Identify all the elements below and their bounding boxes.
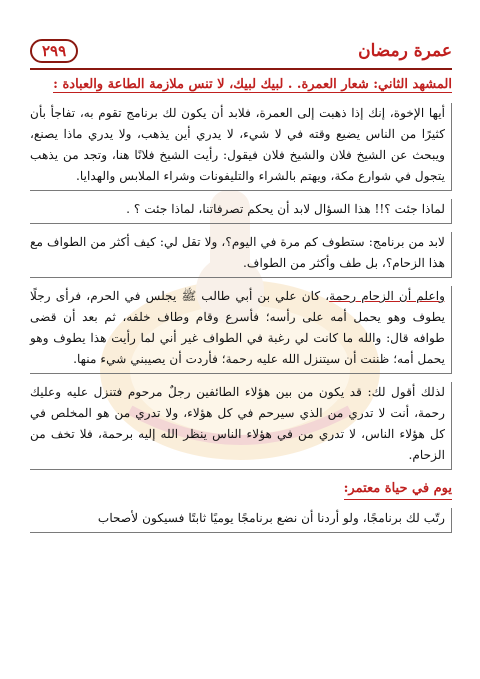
paragraph-text: لابد من برنامج: ستطوف كم مرة في اليوم؟، ولا تقل لي: كيف أكثر من الطواف مع هذا الزحام؟، بل طف وأكثر من الطواف.: [30, 235, 445, 270]
paragraph-text: أيها الإخوة، إنك إذا ذهبت إلى العمرة، فلابد أن يكون لك برنامج تقوم به، تفاجأ بأن كثيرًا من الناس يضيع وقته في لا شيء، لا يدري أين يذهب، ولا يدري ماذا يصنع، ويبحث عن الشيخ فلان والشيخ فلان فيقول: رأيت الشيخ فلانًا هنا، وتجد من يذهب يتجول في شوارع مكة، ويهتم بالشراء والتليفونات وشراء الملابس والهدايا.: [30, 106, 445, 183]
paragraph-4: [30, 286, 452, 374]
paragraph-6: [30, 508, 452, 533]
header-divider: [30, 68, 452, 70]
paragraph-text: رتّب لك برنامجًا، ولو أردنا أن نضع برنامجًا يوميًا ثابتًا فسيكون لأصحاب: [97, 511, 445, 525]
paragraph-text: [30, 286, 445, 370]
paragraph-rest: ، كان علي بن أبي طالب ﷺ يجلس في الحرم، فرأى رجلًا يطوف وهو يحمل أمه على رأسه؛ فأسرع وقام وطاف خلفه، ثم بعد أن قضى طوافه قال: والله ما كانت لي رغبة في الطواف غير أني لما رأيت هذا يطوف وهو يحمل أمه؛ ظننت أن سيتنزل الله عليه رحمة؛ فأردت أن يصيبني شيء منها.: [30, 289, 445, 366]
paragraph-5: [30, 382, 452, 470]
underlined-phrase: واعلم أن الزحام رحمة: [329, 289, 445, 303]
section-heading-wrap: [30, 74, 452, 95]
paragraph-text: لذلك أقول لك: قد يكون من بين هؤلاء الطائفين رجلٌ مرحوم فتنزل عليه وعليك رحمة، أنت لا تدري من الذي سيرحم في كل هؤلاء، ولا تدري من هو المخلص في كل هؤلاء الناس، لا تدري من في هؤلاء الناس ينظر الله إليه برحمة، فلا تخف من الزحام.: [30, 385, 445, 462]
section-heading: المشهد الثاني: شعار العمرة. . لبيك لبيك، لا تنس ملازمة الطاعة والعبادة :: [53, 77, 452, 92]
paragraph-2: [30, 199, 452, 224]
book-title: عمرة رمضان: [358, 41, 452, 61]
page-content: [30, 74, 452, 533]
paragraph-1: [30, 103, 452, 191]
page-header: [30, 36, 452, 66]
paragraph-3: [30, 232, 452, 278]
page-number: ٢٩٩: [30, 39, 78, 63]
paragraph-text: لماذا جئت ؟!! هذا السؤال لابد أن يحكم تصرفاتنا، لماذا جئت ؟ .: [126, 202, 445, 216]
sub-heading: يوم في حياة معتمر:: [344, 478, 452, 500]
